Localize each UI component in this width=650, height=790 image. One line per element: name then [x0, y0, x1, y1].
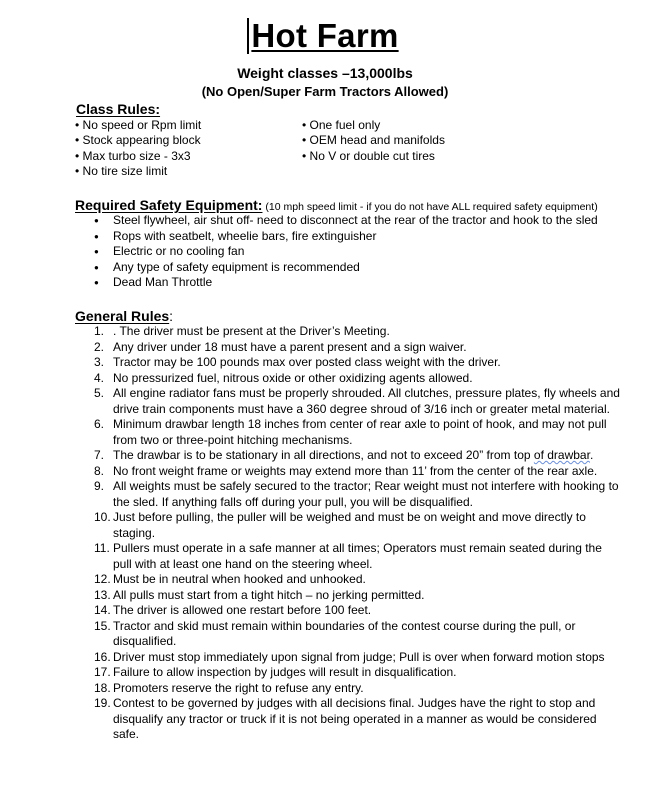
rule-number: 14. [94, 603, 111, 617]
rule-number: 16. [94, 649, 111, 664]
rule-item [75, 588, 620, 604]
rule-number: 12. [94, 572, 111, 586]
rule-text: Pullers must operate in a safe manner at all times; Operators must remain seated during the pull with at least one hand on the steering wheel. [113, 541, 602, 571]
rule-number: 2. [94, 339, 105, 354]
rule-number: 19. [94, 696, 111, 710]
class-rule-item: • No tire size limit [75, 164, 168, 179]
rule-number: 4. [94, 370, 105, 385]
weight-class-subtitle: Weight classes –13,000lbs [237, 65, 413, 81]
rule-text: All pulls must start from a tight hitch – no jerking permitted. [113, 587, 425, 602]
rule-item [75, 510, 620, 541]
class-rule-item: • No V or double cut tires [302, 148, 435, 163]
rule-item [75, 603, 620, 619]
rule-number: 13. [94, 587, 111, 602]
safety-speed-note: (10 mph speed limit - if you do not have ALL required safety equipment) [262, 201, 598, 213]
spellcheck-marked-text: of drawbar [533, 448, 590, 462]
rule-text: Any driver under 18 must have a parent present and a sign waiver. [113, 339, 467, 354]
class-rules-heading-text: Class Rules: [76, 101, 161, 117]
rule-item [75, 479, 620, 510]
class-rule-item: • One fuel only [302, 118, 381, 132]
class-rule-item: • OEM head and manifolds [302, 133, 445, 148]
rule-number: 10. [94, 510, 111, 524]
rule-item [75, 665, 620, 681]
class-rules-heading [76, 101, 160, 118]
rule-number: 5. [94, 386, 105, 400]
class-rule-item: • No speed or Rpm limit [75, 118, 202, 132]
title-row [0, 16, 650, 56]
rule-text: The drawbar is to be stationary in all directions, and not to exceed 20” from top [113, 448, 534, 462]
rule-item [75, 355, 620, 371]
rule-text: No front weight frame or weights may extend more than 11’ from the center of the rear axle. [113, 463, 598, 478]
rule-text: All weights must be safely secured to the tractor; Rear weight must not interfere with hooking to the sled. If anything falls off during your pull, you will be disqualified. [113, 479, 619, 509]
rule-number: 3. [94, 355, 105, 369]
rule-number: 15. [94, 618, 111, 633]
safety-heading-text: Required Safety Equipment: [75, 197, 263, 213]
class-rule-item: • Stock appearing block [75, 133, 201, 148]
general-rules-heading [75, 308, 173, 325]
rule-item [75, 619, 620, 650]
rule-text: Driver must stop immediately upon signal from judge; Pull is over when forward motion stops [113, 649, 605, 664]
general-rules-list [75, 324, 620, 743]
class-rules-right-list [302, 118, 445, 164]
rule-text: Must be in neutral when hooked and unhooked. [113, 572, 366, 586]
safety-item: ● Dead Man Throttle [75, 275, 598, 291]
rule-text: No pressurized fuel, nitrous oxide or other oxidizing agents allowed. [113, 370, 473, 385]
rule-item [75, 386, 620, 417]
rule-item [75, 696, 620, 743]
rule-text-end: . [589, 448, 594, 462]
safety-item: ● Electric or no cooling fan [75, 244, 598, 260]
page-title [251, 16, 398, 56]
rule-text: Minimum drawbar length 18 inches from center of rear axle to point of hook, and may not pull from two or three-point hitching mechanisms. [113, 417, 607, 447]
general-rules-heading-colon: : [169, 308, 174, 324]
rule-number: 18. [94, 680, 111, 695]
rule-number: 8. [94, 463, 105, 478]
rule-text: . The driver must be present at the Driver’s Meeting. [113, 324, 390, 338]
safety-item: ● Steel flywheel, air shut off- need to disconnect at the rear of the tractor and hook to the sled [75, 213, 598, 229]
rule-text: Promoters reserve the right to refuse any entry. [113, 680, 364, 695]
rule-text: All engine radiator fans must be properly shrouded. All clutches, pressure plates, fly wheels and drive train components must have a 360 degree shroud of 3/16 inch or greater metal material. [113, 386, 620, 416]
rule-item [75, 572, 620, 588]
rule-item [75, 541, 620, 572]
rule-text: Just before pulling, the puller will be weighed and must be on weight and move directly to staging. [113, 510, 586, 540]
rule-number: 1. [94, 324, 105, 338]
rule-text: Tractor and skid must remain within boundaries of the contest course during the pull, or disqualified. [113, 618, 576, 648]
rule-number: 11. [94, 541, 110, 555]
text-cursor [247, 18, 249, 54]
rule-item [75, 464, 620, 480]
rule-number: 17. [94, 665, 111, 679]
rule-item [75, 324, 620, 340]
rule-item [75, 340, 620, 356]
rule-item [75, 371, 620, 387]
safety-equipment-list [75, 213, 598, 291]
rule-number: 9. [94, 479, 105, 493]
no-open-tractors-note: (No Open/Super Farm Tractors Allowed) [201, 84, 449, 99]
class-rule-item: • Max turbo size - 3x3 [75, 148, 191, 163]
rule-text: Tractor may be 100 pounds max over posted class weight with the driver. [113, 355, 501, 369]
page-title-text: Hot Farm [251, 17, 399, 54]
rule-item [75, 448, 620, 464]
class-rules-left-list [75, 118, 201, 180]
rule-text: Failure to allow inspection by judges will result in disqualification. [113, 665, 457, 679]
rule-text: Contest to be governed by judges with all decisions final. Judges have the right to stop and disqualify any tractor or truck if it is not being operated in a manner as would be considered safe. [113, 696, 597, 741]
rule-item [75, 681, 620, 697]
rule-item [75, 417, 620, 448]
rule-number: 7. [94, 448, 105, 462]
safety-item: ● Rops with seatbelt, wheelie bars, fire extinguisher [75, 229, 598, 245]
safety-item: ● Any type of safety equipment is recommended [75, 260, 598, 276]
general-rules-heading-text: General Rules [75, 308, 170, 324]
rule-number: 6. [94, 417, 105, 431]
rule-text: The driver is allowed one restart before 100 feet. [113, 603, 372, 617]
rule-item [75, 650, 620, 666]
